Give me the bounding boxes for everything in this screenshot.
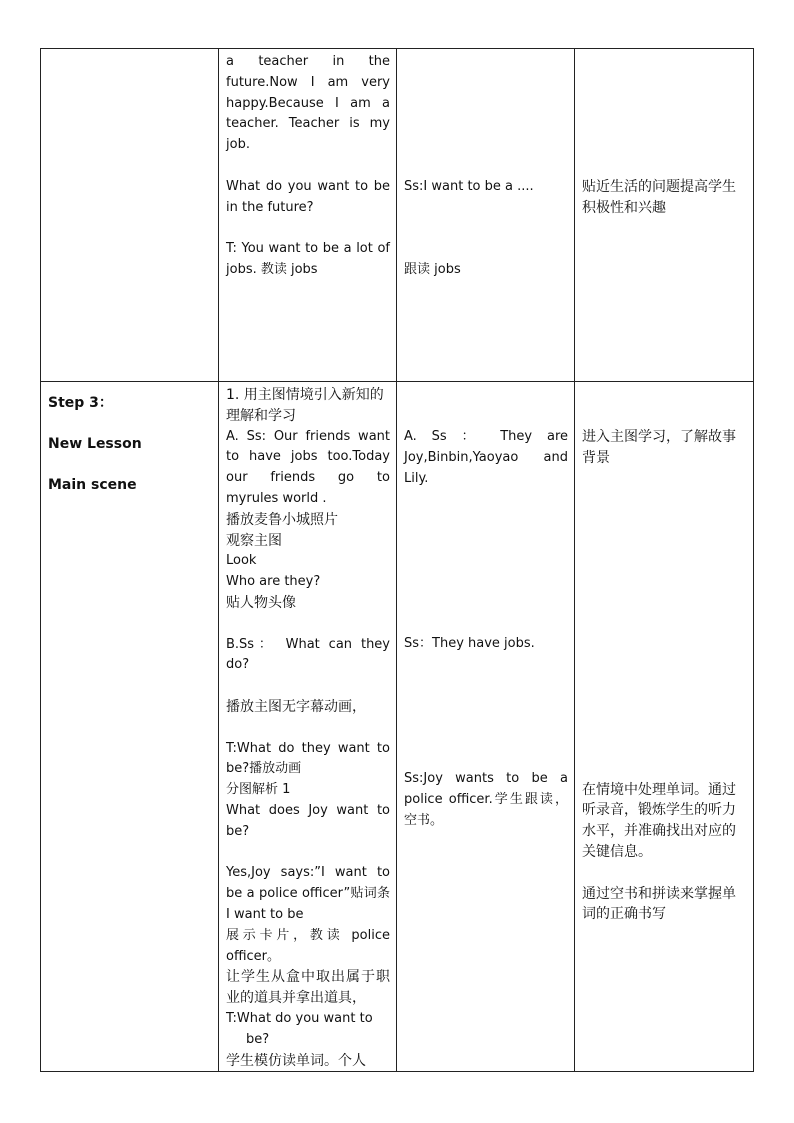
- paragraph: 观察主图: [226, 532, 282, 549]
- step-cell: [41, 382, 219, 1072]
- paragraph: a teacher in the future.Now I am very happy.Because I am a teacher. Teacher is my job.: [226, 54, 390, 153]
- paragraph: T:What do you want to: [226, 1010, 373, 1026]
- step-subtitle: Main scene: [48, 477, 137, 493]
- student-activity-cell: [397, 49, 575, 382]
- paragraph: 在情境中处理单词。通过听录音，锻炼学生的听力水平，并准确找出对应的关键信息。: [582, 781, 736, 860]
- lesson-plan-table: [40, 48, 754, 1072]
- paragraph: T:What do they want to be?播放动画: [226, 740, 390, 777]
- paragraph: 播放麦鲁小城照片: [226, 511, 338, 528]
- purpose-cell: [575, 49, 754, 382]
- paragraph: 贴近生活的问题提高学生积极性和兴趣: [582, 179, 736, 216]
- paragraph: 贴人物头像: [226, 594, 296, 611]
- paragraph: What do you want to be in the future?: [226, 178, 390, 215]
- paragraph: 让学生从盒中取出属于职业的道具并拿出道具，: [226, 969, 390, 1007]
- paragraph: 展示卡片，教读 police officer。: [226, 927, 390, 964]
- paragraph: Look: [226, 553, 257, 569]
- paragraph: 分图解析 1: [226, 782, 291, 798]
- paragraph: Ss：They have jobs.: [404, 636, 535, 652]
- paragraph: A. Ss: Our friends want to have jobs too.Today our friends go to myrules world .: [226, 428, 390, 506]
- paragraph: Yes,Joy says:”I want to be a police officer”贴词条 I want to be: [226, 865, 390, 922]
- teacher-activity-cell: [219, 49, 397, 382]
- paragraph: be?: [246, 1031, 270, 1047]
- paragraph: 跟读 jobs: [404, 261, 461, 277]
- teacher-activity-cell: [219, 382, 397, 1072]
- paragraph: Ss:Joy wants to be a police officer.学生跟读，空书。: [404, 771, 568, 828]
- purpose-cell: [575, 382, 754, 1072]
- paragraph: 通过空书和拼读来掌握单词的正确书写: [582, 885, 736, 923]
- paragraph: What does Joy want to be?: [226, 802, 390, 839]
- paragraph: Ss:I want to be a ....: [404, 179, 534, 194]
- paragraph: Who are they?: [226, 574, 321, 590]
- table-row: [41, 49, 754, 382]
- paragraph: 播放主图无字幕动画，: [226, 698, 366, 715]
- paragraph: 进入主图学习，了解故事背景: [582, 429, 736, 466]
- paragraph: A. Ss ： They are Joy,Binbin,Yaoyao and Lily.: [404, 429, 568, 486]
- step-cell: [41, 49, 219, 382]
- step-subtitle: New Lesson: [48, 436, 142, 452]
- step-title: Step 3：: [48, 395, 113, 411]
- table-row: [41, 382, 754, 1072]
- paragraph: B.Ss： What can they do?: [226, 636, 390, 673]
- student-activity-cell: [397, 382, 575, 1072]
- paragraph: 学生模仿读单词。个人: [226, 1052, 366, 1069]
- paragraph: T: You want to be a lot of jobs. 教读 jobs: [226, 241, 390, 277]
- paragraph: 1. 用主图情境引入新知的理解和学习: [226, 387, 384, 424]
